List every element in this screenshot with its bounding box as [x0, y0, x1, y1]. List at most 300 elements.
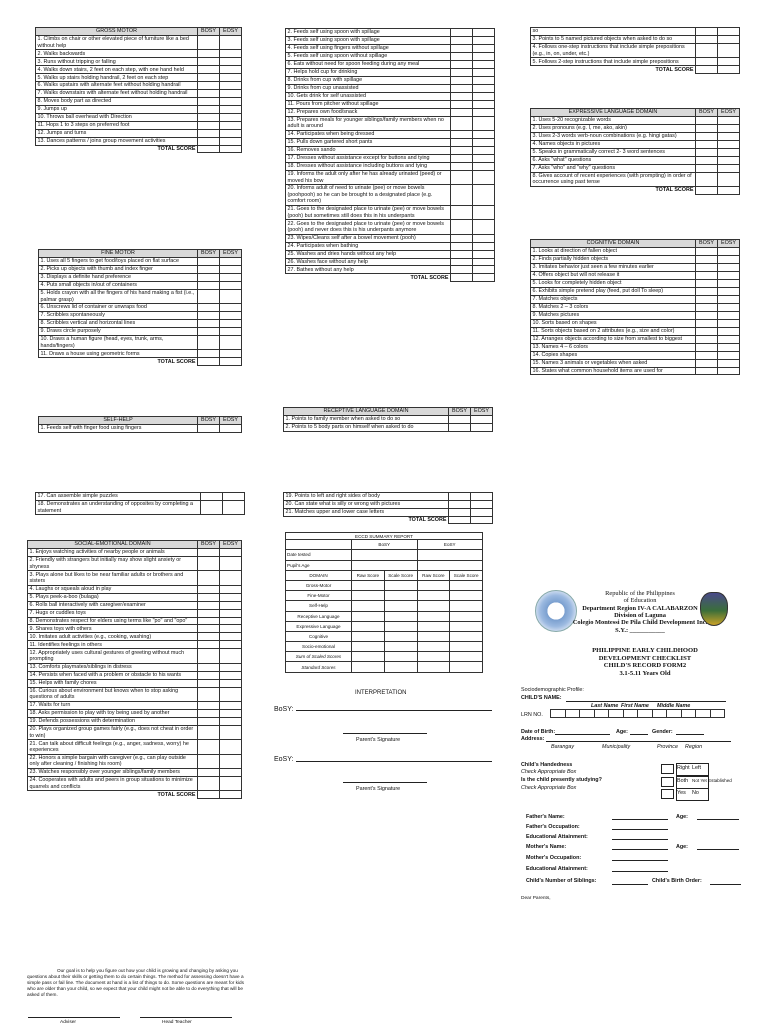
eosy-total-cell[interactable]	[220, 791, 242, 798]
yes-checkbox[interactable]	[661, 789, 674, 799]
bosy-score-cell[interactable]	[198, 709, 220, 717]
eosy-score-cell[interactable]	[220, 257, 242, 265]
eosy-score-cell[interactable]	[718, 279, 740, 287]
eosy-score-cell[interactable]	[473, 154, 495, 162]
ecc-score-cell[interactable]	[384, 631, 417, 641]
bosy-score-cell[interactable]	[451, 205, 473, 219]
bosy-score-cell[interactable]	[198, 122, 220, 130]
eosy-score-cell[interactable]	[718, 148, 740, 156]
eosy-score-cell[interactable]	[220, 35, 242, 49]
mother-age-field[interactable]	[697, 849, 739, 850]
eosy-score-cell[interactable]	[220, 593, 242, 601]
bosy-score-cell[interactable]	[451, 170, 473, 184]
bosy-score-cell[interactable]	[198, 556, 220, 570]
eosy-score-cell[interactable]	[220, 424, 242, 432]
bosy-score-cell[interactable]	[451, 52, 473, 60]
bosy-score-cell[interactable]	[198, 350, 220, 358]
bosy-score-cell[interactable]	[451, 68, 473, 76]
father-name-field[interactable]	[612, 819, 668, 820]
bosy-score-cell[interactable]	[198, 265, 220, 273]
childs-name-field[interactable]	[566, 701, 726, 702]
bosy-score-cell[interactable]	[696, 311, 718, 319]
bosy-score-cell[interactable]	[198, 58, 220, 66]
dob-field[interactable]	[555, 734, 610, 735]
eosy-score-cell[interactable]	[718, 311, 740, 319]
eosy-score-cell[interactable]	[220, 641, 242, 649]
bosy-score-cell[interactable]	[198, 137, 220, 145]
bosy-score-cell[interactable]	[198, 593, 220, 601]
eosy-total-cell[interactable]	[718, 66, 740, 73]
eosy-score-cell[interactable]	[718, 367, 740, 375]
bosy-total-cell[interactable]	[198, 791, 220, 798]
social-emotional-table	[27, 540, 242, 799]
ecc-score-cell[interactable]	[417, 580, 450, 590]
eosy-score-cell[interactable]	[473, 138, 495, 146]
bosy-score-cell[interactable]	[696, 295, 718, 303]
eosy-score-cell[interactable]	[220, 114, 242, 122]
bosy-score-cell[interactable]	[696, 343, 718, 351]
eosy-score-cell[interactable]	[220, 740, 242, 754]
bosy-score-cell[interactable]	[451, 154, 473, 162]
eosy-score-cell[interactable]	[718, 295, 740, 303]
eosy-score-cell[interactable]	[473, 36, 495, 44]
bosy-score-cell[interactable]	[451, 60, 473, 68]
bosy-score-cell[interactable]	[696, 271, 718, 279]
eosy-score-cell[interactable]	[473, 108, 495, 116]
ecc-score-cell[interactable]	[352, 621, 385, 631]
eosy-score-cell[interactable]	[718, 319, 740, 327]
eosy-score-cell[interactable]	[471, 423, 493, 431]
interp-bosy-line[interactable]	[296, 710, 492, 711]
eosy-score-cell[interactable]	[220, 571, 242, 585]
bosy-score-cell[interactable]	[198, 106, 220, 114]
eosy-score-cell[interactable]	[220, 679, 242, 687]
eosy-score-cell[interactable]	[220, 130, 242, 138]
ecc-score-cell[interactable]	[450, 621, 483, 631]
eosy-score-cell[interactable]	[220, 106, 242, 114]
bosy-score-cell[interactable]	[451, 146, 473, 154]
bosy-score-cell[interactable]	[198, 90, 220, 98]
bosy-score-cell[interactable]	[198, 641, 220, 649]
eosy-score-cell[interactable]	[473, 44, 495, 52]
bosy-score-cell[interactable]	[198, 548, 220, 556]
eosy-score-cell[interactable]	[220, 122, 242, 130]
bosy-score-cell[interactable]	[198, 424, 220, 432]
bosy-score-cell[interactable]	[451, 266, 473, 274]
fine-motor-title: FINE MOTOR	[39, 250, 198, 258]
eosy-score-cell[interactable]	[718, 247, 740, 255]
bosy-score-cell[interactable]	[198, 701, 220, 709]
eosy-score-cell[interactable]	[718, 287, 740, 295]
bosy-score-cell[interactable]	[696, 116, 718, 124]
mother-occ-field[interactable]	[612, 860, 668, 861]
eosy-header: EOSY	[220, 541, 242, 549]
bosy-score-cell[interactable]	[201, 500, 223, 514]
eosy-score-cell[interactable]	[473, 242, 495, 250]
bosy-total-cell[interactable]	[198, 358, 220, 365]
bosy-score-cell[interactable]	[696, 319, 718, 327]
eosy-score-cell[interactable]	[473, 52, 495, 60]
eosy-score-cell[interactable]	[718, 303, 740, 311]
right-checkbox[interactable]	[661, 764, 674, 774]
bosy-total-cell[interactable]	[696, 187, 718, 194]
bosy-score-cell[interactable]	[696, 247, 718, 255]
left-checkbox[interactable]	[661, 777, 674, 787]
eosy-total-cell[interactable]	[473, 274, 495, 281]
bosy-score-cell[interactable]	[696, 124, 718, 132]
bosy-total-cell[interactable]	[696, 66, 718, 73]
eosy-score-cell[interactable]	[718, 271, 740, 279]
eosy-score-cell[interactable]	[220, 90, 242, 98]
bosy-score-cell[interactable]	[696, 148, 718, 156]
ecc-score-cell[interactable]	[384, 601, 417, 611]
eosy-score-cell[interactable]	[718, 255, 740, 263]
mother-occ-label: Mother's Occupation:	[526, 855, 582, 861]
bosy-score-cell[interactable]	[198, 114, 220, 122]
eosy-score-cell[interactable]	[718, 132, 740, 140]
bosy-score-cell[interactable]	[451, 185, 473, 206]
bosy-score-cell[interactable]	[696, 35, 718, 43]
eosy-score-cell[interactable]	[473, 60, 495, 68]
eosy-score-cell[interactable]	[718, 58, 740, 66]
ecc-score-cell[interactable]	[417, 631, 450, 641]
eosy-score-cell[interactable]	[473, 258, 495, 266]
eosy-score-cell[interactable]	[471, 415, 493, 423]
eosy-score-cell[interactable]	[718, 28, 740, 36]
bosy-score-cell[interactable]	[451, 131, 473, 139]
eosy-score-cell[interactable]	[220, 281, 242, 289]
bosy-score-cell[interactable]	[198, 754, 220, 768]
mother-name-field[interactable]	[612, 849, 668, 850]
bosy-score-cell[interactable]	[696, 367, 718, 375]
eosy-score-cell[interactable]	[473, 250, 495, 258]
bosy-score-cell[interactable]	[198, 649, 220, 663]
bosy-score-cell[interactable]	[696, 287, 718, 295]
gender-field[interactable]	[676, 734, 704, 735]
adviser-sig-line[interactable]	[28, 1017, 120, 1018]
bosy-score-cell[interactable]	[198, 633, 220, 641]
eosy-score-cell[interactable]	[220, 137, 242, 145]
bosy-score-cell[interactable]	[696, 156, 718, 164]
bosy-score-cell[interactable]	[696, 359, 718, 367]
eosy-score-cell[interactable]	[220, 350, 242, 358]
eosy-score-cell[interactable]	[220, 609, 242, 617]
eosy-score-cell[interactable]	[220, 709, 242, 717]
eosy-score-cell[interactable]	[473, 92, 495, 100]
bosy-score-cell[interactable]	[198, 82, 220, 90]
eosy-score-cell[interactable]	[220, 776, 242, 790]
edu-field-2[interactable]	[612, 871, 668, 872]
checklist-item: 6. Rolls ball interactively with caregiver/examiner	[28, 601, 198, 609]
bosy-score-cell[interactable]	[198, 304, 220, 312]
bosy-score-cell[interactable]	[198, 66, 220, 74]
bosy-score-cell[interactable]	[198, 617, 220, 625]
ecc-score-cell[interactable]	[352, 601, 385, 611]
bosy-score-cell[interactable]	[198, 687, 220, 701]
eosy-score-cell[interactable]	[473, 131, 495, 139]
eosy-score-cell[interactable]	[718, 116, 740, 124]
eosy-score-cell[interactable]	[220, 265, 242, 273]
eosy-score-cell[interactable]	[718, 335, 740, 343]
bosy-score-cell[interactable]	[451, 29, 473, 37]
eosy-score-cell[interactable]	[473, 185, 495, 206]
eosy-score-cell[interactable]	[473, 29, 495, 37]
eosy-score-cell[interactable]	[220, 273, 242, 281]
eosy-score-cell[interactable]	[718, 156, 740, 164]
ecc-score-cell[interactable]	[450, 631, 483, 641]
ecc-score-cell[interactable]	[384, 611, 417, 621]
bosy-score-cell[interactable]	[451, 258, 473, 266]
eosy-score-cell[interactable]	[220, 82, 242, 90]
bosy-score-cell[interactable]	[198, 336, 220, 350]
bosy-score-cell[interactable]	[696, 132, 718, 140]
bosy-score-cell[interactable]	[198, 74, 220, 82]
ecc-score-cell[interactable]	[450, 580, 483, 590]
parent-sig-line-2[interactable]	[343, 782, 427, 783]
bosy-score-cell[interactable]	[451, 108, 473, 116]
eosy-score-cell[interactable]	[718, 327, 740, 335]
bosy-score-cell[interactable]	[451, 36, 473, 44]
bosy-score-cell[interactable]	[451, 220, 473, 234]
bosy-score-cell[interactable]	[449, 508, 471, 516]
bosy-score-cell[interactable]	[198, 671, 220, 679]
eosy-score-cell[interactable]	[718, 172, 740, 186]
address-field[interactable]	[546, 741, 731, 742]
ecc-score-cell[interactable]	[450, 611, 483, 621]
bosy-score-cell[interactable]	[449, 493, 471, 501]
ecc-score-cell[interactable]	[352, 611, 385, 621]
eosy-score-cell[interactable]	[473, 220, 495, 234]
ecc-score-cell[interactable]	[352, 591, 385, 601]
father-age-field[interactable]	[697, 819, 739, 820]
bosy-score-cell[interactable]	[451, 92, 473, 100]
eosy-score-cell[interactable]	[473, 146, 495, 154]
eosy-score-cell[interactable]	[718, 351, 740, 359]
parent-sig-line-1[interactable]	[343, 733, 427, 734]
ecc-score-cell[interactable]	[352, 580, 385, 590]
checklist-row	[531, 255, 740, 263]
ecc-score-cell[interactable]	[384, 642, 417, 652]
eosy-score-cell[interactable]	[220, 328, 242, 336]
bosy-score-cell[interactable]	[198, 281, 220, 289]
checklist-item: 17. Waits for turn	[28, 701, 198, 709]
bosy-score-cell[interactable]	[198, 50, 220, 58]
eosy-score-cell[interactable]	[473, 68, 495, 76]
ecc-score-cell[interactable]	[417, 591, 450, 601]
bosy-score-cell[interactable]	[449, 415, 471, 423]
eosy-score-cell[interactable]	[220, 687, 242, 701]
bosy-score-cell[interactable]	[696, 172, 718, 186]
bosy-score-cell[interactable]	[198, 289, 220, 303]
eosy-score-cell[interactable]	[220, 617, 242, 625]
bosy-score-cell[interactable]	[198, 601, 220, 609]
interp-eosy-line[interactable]	[296, 761, 492, 762]
eosy-score-cell[interactable]	[220, 725, 242, 739]
eosy-score-cell[interactable]	[220, 320, 242, 328]
ecc-score-cell[interactable]	[417, 601, 450, 611]
bosy-score-cell[interactable]	[198, 130, 220, 138]
eosy-score-cell[interactable]	[220, 768, 242, 776]
ecc-scale-1: Scale Score	[384, 570, 417, 580]
eosy-total-cell[interactable]	[220, 358, 242, 365]
eosy-score-cell[interactable]	[473, 234, 495, 242]
eosy-score-cell[interactable]	[223, 493, 245, 501]
bosy-score-cell[interactable]	[696, 43, 718, 57]
checklist-item: 7. Matches objects	[531, 295, 696, 303]
eosy-score-cell[interactable]	[220, 289, 242, 303]
ecc-score-cell[interactable]	[450, 591, 483, 601]
eosy-score-cell[interactable]	[220, 548, 242, 556]
bosy-score-cell[interactable]	[198, 679, 220, 687]
bosy-score-cell[interactable]	[451, 100, 473, 108]
bosy-score-cell[interactable]	[451, 76, 473, 84]
eosy-score-cell[interactable]	[718, 359, 740, 367]
bosy-score-cell[interactable]	[696, 263, 718, 271]
checklist-item: 5. Holds crayon with all the fingers of his hand making a fist (i.e., palmar grasp)	[39, 289, 198, 303]
eosy-score-cell[interactable]	[718, 140, 740, 148]
bosy-score-cell[interactable]	[198, 328, 220, 336]
eosy-score-cell[interactable]	[220, 66, 242, 74]
ecc-score-cell[interactable]	[450, 642, 483, 652]
bosy-score-cell[interactable]	[198, 663, 220, 671]
bosy-score-cell[interactable]	[198, 312, 220, 320]
eosy-score-cell[interactable]	[473, 266, 495, 274]
eosy-score-cell[interactable]	[220, 585, 242, 593]
bosy-score-cell[interactable]	[198, 717, 220, 725]
ecc-score-cell[interactable]	[450, 601, 483, 611]
bosy-score-cell[interactable]	[696, 335, 718, 343]
eosy-score-cell[interactable]	[220, 717, 242, 725]
eosy-score-cell[interactable]	[473, 100, 495, 108]
bosy-total-cell[interactable]	[198, 145, 220, 152]
bosy-score-cell[interactable]	[696, 327, 718, 335]
bosy-score-cell[interactable]	[451, 250, 473, 258]
eosy-score-cell[interactable]	[220, 58, 242, 66]
eosy-score-cell[interactable]	[220, 50, 242, 58]
bosy-score-cell[interactable]	[696, 279, 718, 287]
eosy-score-cell[interactable]	[718, 263, 740, 271]
head-teacher-sig-line[interactable]	[140, 1017, 232, 1018]
bosy-score-cell[interactable]	[198, 609, 220, 617]
bosy-total-cell[interactable]	[449, 516, 471, 523]
siblings-field[interactable]	[612, 884, 648, 885]
eosy-score-cell[interactable]	[471, 500, 493, 508]
bosy-score-cell[interactable]	[449, 423, 471, 431]
eosy-score-cell[interactable]	[220, 601, 242, 609]
eosy-score-cell[interactable]	[473, 162, 495, 170]
ecc-score-cell[interactable]	[417, 611, 450, 621]
eosy-score-cell[interactable]	[473, 205, 495, 219]
eosy-score-cell[interactable]	[718, 343, 740, 351]
bosy-score-cell[interactable]	[198, 740, 220, 754]
eosy-score-cell[interactable]	[220, 671, 242, 679]
eosy-score-cell[interactable]	[473, 84, 495, 92]
eosy-score-cell[interactable]	[471, 493, 493, 501]
eosy-score-cell[interactable]	[220, 633, 242, 641]
ecc-score-cell[interactable]	[352, 631, 385, 641]
eosy-score-cell[interactable]	[220, 701, 242, 709]
bosy-score-cell[interactable]	[198, 571, 220, 585]
eosy-total-cell[interactable]	[718, 187, 740, 194]
bosy-score-cell[interactable]	[696, 303, 718, 311]
eosy-score-cell[interactable]	[220, 98, 242, 106]
bosy-score-cell[interactable]	[451, 84, 473, 92]
father-occ-field[interactable]	[612, 829, 668, 830]
eosy-score-cell[interactable]	[473, 116, 495, 130]
checklist-row	[28, 556, 242, 570]
bosy-score-cell[interactable]	[451, 162, 473, 170]
lrn-boxes[interactable]	[550, 709, 725, 718]
eosy-total-cell[interactable]	[471, 516, 493, 523]
eosy-score-cell[interactable]	[220, 649, 242, 663]
bosy-score-cell[interactable]	[198, 35, 220, 49]
eosy-score-cell[interactable]	[220, 312, 242, 320]
ecc-score-cell[interactable]	[352, 642, 385, 652]
bosy-score-cell[interactable]	[198, 273, 220, 281]
bosy-score-cell[interactable]	[449, 500, 471, 508]
eosy-score-cell[interactable]	[220, 663, 242, 671]
eosy-score-cell[interactable]	[718, 164, 740, 172]
bosy-score-cell[interactable]	[198, 585, 220, 593]
bosy-score-cell[interactable]	[451, 44, 473, 52]
ecc-score-cell[interactable]	[417, 621, 450, 631]
eosy-score-cell[interactable]	[220, 754, 242, 768]
bosy-score-cell[interactable]	[198, 320, 220, 328]
bosy-score-cell[interactable]	[451, 138, 473, 146]
eosy-score-cell[interactable]	[220, 625, 242, 633]
eosy-score-cell[interactable]	[473, 76, 495, 84]
bosy-score-cell[interactable]	[451, 242, 473, 250]
eosy-score-cell[interactable]	[220, 336, 242, 350]
bosy-score-cell[interactable]	[696, 351, 718, 359]
birth-order-field[interactable]	[710, 884, 741, 885]
bosy-score-cell[interactable]	[451, 116, 473, 130]
bosy-score-cell[interactable]	[198, 776, 220, 790]
edu-field-1[interactable]	[612, 839, 668, 840]
eosy-score-cell[interactable]	[220, 556, 242, 570]
bosy-score-cell[interactable]	[696, 255, 718, 263]
ecc-score-cell[interactable]	[384, 621, 417, 631]
bosy-total-cell[interactable]	[451, 274, 473, 281]
ecc-score-cell[interactable]	[384, 580, 417, 590]
adviser-label: Adviser	[60, 1020, 76, 1025]
bosy-score-cell[interactable]	[198, 257, 220, 265]
eosy-score-cell[interactable]	[223, 500, 245, 514]
bosy-score-cell[interactable]	[198, 98, 220, 106]
eosy-score-cell[interactable]	[220, 74, 242, 82]
age-field[interactable]	[630, 734, 648, 735]
ecc-score-cell[interactable]	[384, 591, 417, 601]
eosy-score-cell[interactable]	[718, 124, 740, 132]
eosy-score-cell[interactable]	[718, 43, 740, 57]
bosy-score-cell[interactable]	[198, 625, 220, 633]
eosy-score-cell[interactable]	[471, 508, 493, 516]
bosy-score-cell[interactable]	[696, 140, 718, 148]
eosy-score-cell[interactable]	[473, 170, 495, 184]
ecc-score-cell[interactable]	[417, 642, 450, 652]
bosy-score-cell[interactable]	[696, 164, 718, 172]
bosy-score-cell[interactable]	[198, 725, 220, 739]
checklist-item: 3. Imitates behavior just seen a few minutes earlier	[531, 263, 696, 271]
bosy-score-cell[interactable]	[201, 493, 223, 501]
bosy-score-cell[interactable]	[198, 768, 220, 776]
eosy-score-cell[interactable]	[718, 35, 740, 43]
eosy-score-cell[interactable]	[220, 304, 242, 312]
bosy-score-cell[interactable]	[696, 58, 718, 66]
bosy-score-cell[interactable]	[451, 234, 473, 242]
bosy-score-cell[interactable]	[696, 28, 718, 36]
eosy-total-cell[interactable]	[220, 145, 242, 152]
